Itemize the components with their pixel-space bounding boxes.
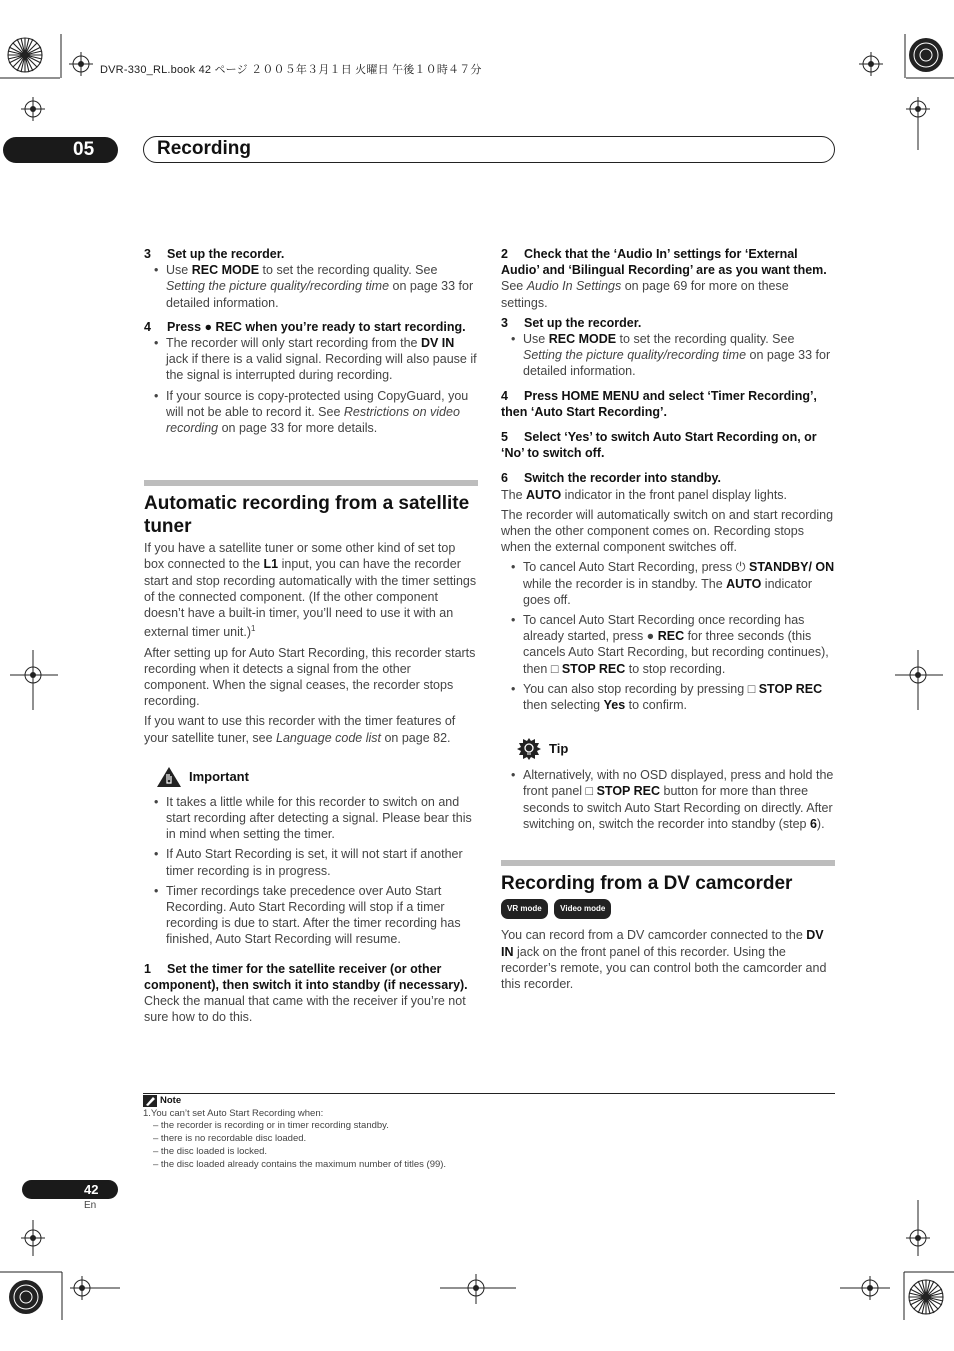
registration-mark-bottom-left	[0, 1210, 125, 1351]
note-divider	[143, 1093, 835, 1094]
paragraph: See Audio In Settings on page 69 for more on these settings.	[501, 279, 789, 310]
chapter-title: Recording	[157, 138, 251, 159]
chapter-number-tab: 05	[3, 137, 118, 163]
record-dot-icon: ●	[646, 629, 658, 644]
stop-square-icon: □	[585, 784, 597, 799]
registration-mark-bottom-right	[830, 1200, 954, 1351]
tip-callout: Tip	[501, 737, 835, 761]
list-item: • Timer recordings take precedence over Auto Start Recording. Auto Start Recording will stop if a timer recording is due to start. After the timer recording has finished, Auto Start Recording will resume.	[144, 883, 478, 948]
paragraph: The AUTO indicator in the front panel display lights.	[501, 487, 788, 502]
paragraph: If you have a satellite tuner or some other kind of set top box connected to the L1 input, you can have the recorder start and stop recording automatically with the timer settings of the connected component. (If the other component doesn’t have a built-in timer, you’ll need to use it with an external timer unit.)$^1$	[144, 541, 477, 640]
list-item: • Alternatively, with no OSD displayed, press and hold the front panel □ STOP REC button for more than three seconds to switch Auto Start Recording on directly. After switching on, switch the recorder into standby (step 6).	[501, 767, 835, 832]
list-item: • If Auto Start Recording is set, it will not start if another timer recording is in progress.	[144, 846, 478, 878]
list-item: • The recorder will only start recording from the DV IN jack if there is a valid signal. Recording will also pause if the signal is interrupted during recording.	[144, 335, 478, 384]
registration-mark-mid-right	[895, 650, 945, 710]
note-label-row: Note	[143, 1095, 446, 1108]
bullet-list	[501, 331, 835, 380]
list-item: • If your source is copy-protected using CopyGuard, you will not be able to record it. See Restrictions on video recording on page 33 for more details.	[144, 388, 478, 437]
lightbulb-icon	[515, 737, 543, 761]
step-heading: 2 Check that the ‘Audio In’ settings for ‘External Audio’ and ‘Bilingual Recording’ are as you want them.	[501, 247, 827, 278]
video-mode-badge: Video mode	[554, 899, 611, 919]
step-heading: 6 Switch the recorder into standby.	[501, 471, 722, 486]
left-column	[144, 246, 478, 1025]
list-item: • Use REC MODE to set the recording quality. See Setting the picture quality/recording time on page 33 for detailed information.	[501, 331, 835, 380]
registration-mark-mid-left	[10, 650, 60, 710]
footnote-line: – the recorder is recording or in timer recording standby.	[153, 1120, 389, 1132]
footnotes	[143, 1095, 446, 1171]
stop-square-icon: □	[747, 681, 759, 696]
note-pencil-icon	[143, 1095, 157, 1107]
bullet-list	[501, 559, 835, 713]
right-column	[501, 246, 835, 992]
section-title-satellite: Automatic recording from a satellite tuner	[144, 493, 470, 538]
section-title-dv-camcorder: Recording from a DV camcorder	[501, 873, 793, 895]
mode-badges	[501, 899, 835, 919]
registration-mark-top-right	[834, 28, 954, 153]
footnote-line: – the disc loaded is locked.	[153, 1145, 268, 1157]
step-heading: 1 Set the timer for the satellite receiver (or other component), then switch it into standby (if necessary).	[144, 961, 468, 992]
paragraph: If you want to use this recorder with the timer features of your satellite tuner, see Language code list on page 82.	[144, 714, 456, 745]
step-heading: 3 Set up the recorder.	[144, 247, 285, 261]
list-item: • To cancel Auto Start Recording, press ⏻ STANDBY/ ON while the recorder is in standby. The AUTO indicator goes off.	[501, 559, 835, 608]
page-number: 42	[22, 1180, 118, 1199]
file-header-line: DVR-330_RL.book 42 ページ ２００５年３月１日 火曜日 午後１０時４７分	[100, 64, 482, 76]
bullet-list	[144, 335, 478, 436]
section-rule	[144, 480, 478, 486]
important-callout: Important	[144, 766, 478, 788]
registration-mark-bottom-center	[440, 1270, 520, 1310]
paragraph: After setting up for Auto Start Recording, this recorder starts recording when it detects a signal from the other component. When the signal ceases, the recorder stops recording.	[144, 645, 476, 709]
bullet-list	[144, 262, 478, 311]
page-language: En	[84, 1200, 97, 1211]
list-item: • Use REC MODE to set the recording quality. See Setting the picture quality/recording time on page 33 for detailed information.	[144, 262, 478, 311]
stop-square-icon: □	[550, 661, 562, 676]
list-item: • You can also stop recording by pressing □ STOP REC then selecting Yes to confirm.	[501, 681, 835, 713]
step-heading: 3 Set up the recorder.	[501, 315, 642, 330]
list-item: • To cancel Auto Start Recording once recording has already started, press ● REC for three seconds (this cancels Auto Start Recording, but recording continues), then □ STOP REC to stop recording.	[501, 612, 835, 677]
vr-mode-badge: VR mode	[501, 899, 548, 919]
tip-list	[501, 767, 835, 832]
registration-mark-top-left	[0, 28, 120, 128]
step-heading: 5 Select ‘Yes’ to switch Auto Start Recording on, or ‘No’ to switch off.	[501, 430, 817, 461]
footnote-line: – the disc loaded already contains the maximum number of titles (99).	[153, 1158, 447, 1170]
step-heading: 4 Press HOME MENU and select ‘Timer Recording’, then ‘Auto Start Recording’.	[501, 388, 817, 419]
paragraph: Check the manual that came with the receiver if you’re not sure how to do this.	[144, 994, 466, 1025]
section-rule	[501, 860, 835, 866]
step-heading: 4 Press ● REC when you’re ready to start recording.	[144, 319, 466, 334]
footnote-line: 1.You can’t set Auto Start Recording when:	[143, 1107, 324, 1119]
power-icon: ⏻	[735, 560, 749, 575]
warning-hand-icon	[156, 766, 182, 788]
paragraph: The recorder will automatically switch on and start recording when the other component comes on. Recording stops when the external component switches off.	[501, 507, 834, 555]
important-list	[144, 794, 478, 948]
paragraph: You can record from a DV camcorder connected to the DV IN jack on the front panel of this recorder. Using the recorder’s remote, you can control both the camcorder and this recorder.	[501, 928, 827, 991]
list-item: • It takes a little while for this recorder to switch on and start recording after detecting a signal. Please bear this in mind when setting the timer.	[144, 794, 478, 843]
footnote-line: – there is no recordable disc loaded.	[153, 1133, 307, 1145]
